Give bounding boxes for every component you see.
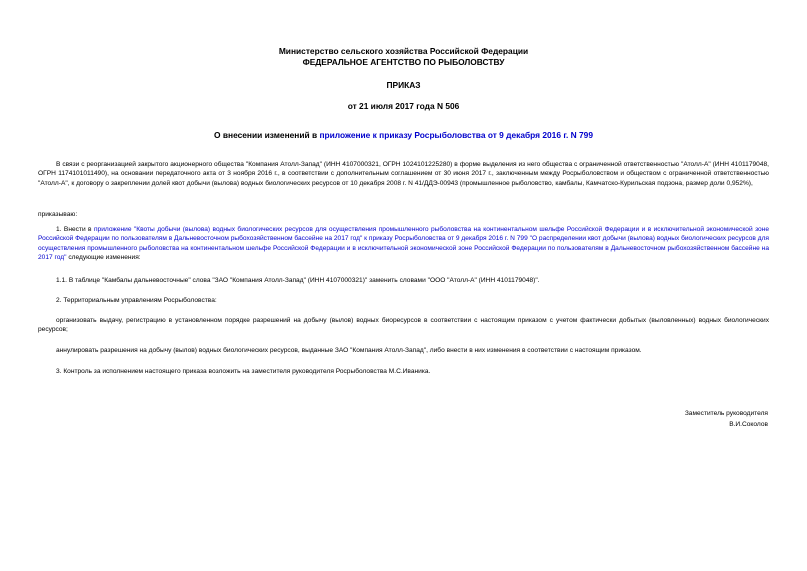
ministry-name: Министерство сельского хозяйства Российской Федерации: [278, 46, 529, 56]
signatory-name: В.И.Соколов: [729, 421, 768, 428]
item-1-1-paragraph: 1.1. В таблице "Камбалы дальневосточные" слова "ЗАО "Компания Атолл-Запад" (ИНН 4107000321)" заменить словами "ООО "Атолл-А" (ИНН 4101179048)".: [56, 277, 540, 284]
item-1-prefix: 1. Внести в: [56, 226, 94, 233]
agency-name: ФЕДЕРАЛЬНОЕ АГЕНТСТВО ПО РЫБОЛОВСТВУ: [302, 57, 505, 67]
signatory-position: Заместитель руководителя: [684, 410, 768, 417]
item-2-paragraph: 2. Территориальным управлениям Росрыболовства:: [56, 297, 217, 304]
appendix-link[interactable]: приложение "Квоты добычи (вылова) водных биологических ресурсов для осуществления промышленного рыболовства на континентальном шельфе Российской Федерации и в исключительной экономической зоне Российской Федерации по пользователям в Дальневосточном рыбохозяйственном бассейне на 2017 год" к приказу Росрыболовства от 9 декабря 2016 г. N 799 "О распределении квот добычи (вылова) водных биологических ресурсов для осуществления промышленного рыболовства на континентальном шельфе Российской Федерации и в исключительной экономической зоне Российской Федерации по пользователям в Дальневосточном рыбохозяйственном бассейне на 2017 год": [38, 226, 769, 262]
item-1-suffix: следующие изменения:: [66, 254, 141, 262]
signature-block: [685, 408, 768, 430]
title-link[interactable]: приложение к приказу Росрыболовства от 9 декабря 2016 г. N 799: [319, 130, 593, 140]
order-word: приказываю:: [38, 211, 78, 218]
item-3-paragraph: 3. Контроль за исполнением настоящего приказа возложить на заместителя руководителя Росрыболовства М.С.Иваника.: [56, 368, 431, 375]
title-prefix: О внесении изменений в: [214, 130, 320, 140]
issue-permits-paragraph: организовать выдачу, регистрацию в установленном порядке разрешений на добычу (вылов) водных биоресурсов в соответствии с настоящим приказом с учетом фактически добытых (выловленных) водных биологических ресурсов;: [38, 317, 769, 334]
item-1-paragraph: [38, 225, 769, 263]
preamble-paragraph: В связи с реорганизацией закрытого акционерного общества "Компания Атолл-Запад" (ИНН 4107000321, ОГРН 1024101225280) в форме выделения из него общества с ограниченной ответственностью "Атолл-А" (ИНН 4101179048, ОГРН 1174101011490), на основании передаточного акта от 3 ноября 2016 г., в соответствии с дополнительным соглашением от 30 июня 2017 г., заключенным между Росрыболовством и обществом с ограниченной ответственностью "Атолл-А", к договору о закреплении долей квот добычи (вылова) водных биологических ресурсов от 10 декабря 2008 г. N 41/ДДЭ-00943 (промышленное рыболовство, камбалы, Камчатско-Курильская подзона, размер доли 0,952%),: [38, 161, 769, 187]
annul-permits-paragraph: аннулировать разрешения на добычу (вылов) водных биологических ресурсов, выданные ЗАО "Компания Атолл-Запад", либо внести в них изменения в соответствии с настоящим приказом.: [56, 347, 642, 354]
document-type: ПРИКАЗ: [386, 80, 421, 90]
document-date-number: от 21 июля 2017 года N 506: [347, 101, 460, 111]
document-title: [0, 130, 807, 140]
